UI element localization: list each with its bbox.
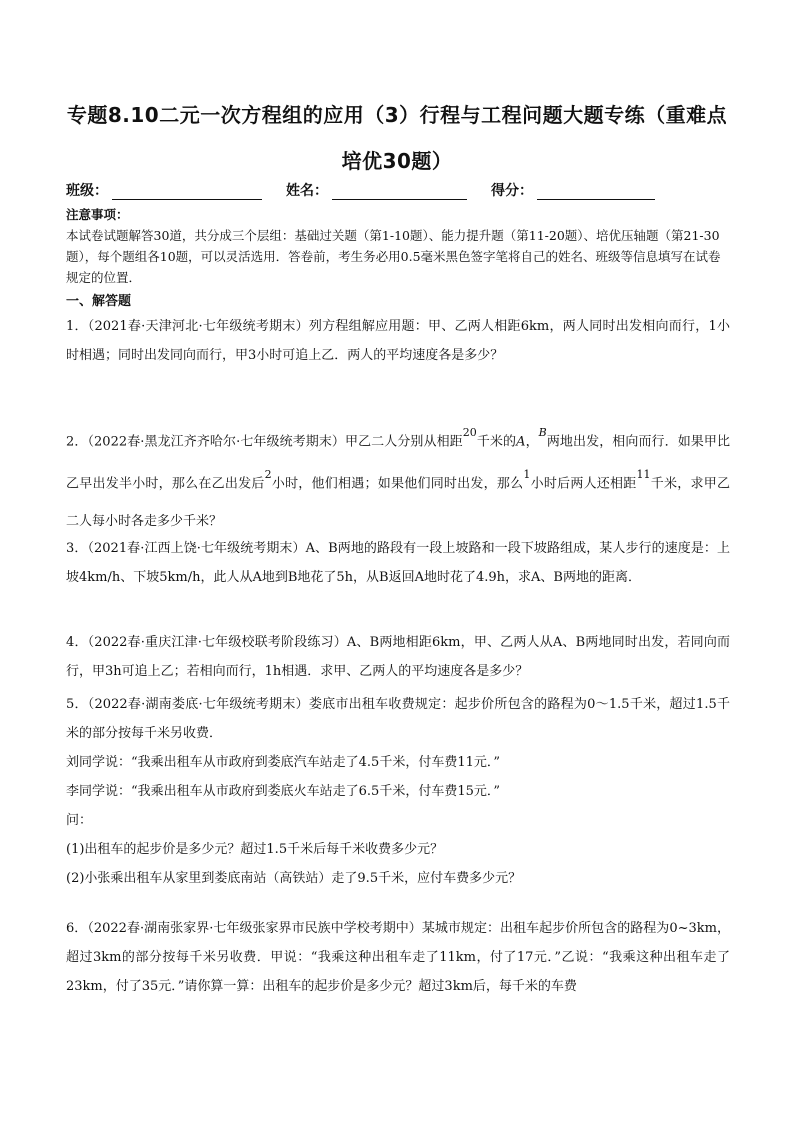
question-text: 某城市规定：出租车起步价所包含的路程为0~3km，超过3km的部分按每千米另收费．甲说：“我乘这种出租车走了11km，付了17元．”乙说：“我乘这种出租车走了23km，付了35元．”请你算一算：出租车的起步价是多少元？超过3km后，每千米的车费 [66,921,730,994]
question-source: （2022春·湖南张家界·七年级张家界市民族中学校考期中） [87,921,422,936]
name-blank[interactable] [332,185,467,200]
page-title [60,92,734,184]
question-text: 列方程组解应用题：甲、乙两人相距6km，两人同时出发相向而行，1小时相遇；同时出发同向而行，甲3小时可追上乙．两人的平均速度各是多少？ [66,319,730,363]
question-text: 两地出发，相向而行．如果甲比乙早出发半小时，那么在乙出发后 [66,434,730,492]
number-20: 20 [462,426,477,439]
question-number: 1． [66,319,88,334]
point-b: B [538,426,547,439]
student-liu-statement: 刘同学说：“我乘出租车从市政府到娄底汽车站走了4.5千米，付车费11元．” [66,755,501,770]
question-3 [66,534,730,592]
student-li-statement: 李同学说：“我乘出租车从市政府到娄底火车站走了6.5千米，付车费15元．” [66,784,501,799]
number-1: 1 [523,468,531,482]
name-field [286,180,467,200]
sub-question-1: (1)出租车的起步价是多少元？超过1.5千米后每千米收费多少元？ [66,842,444,857]
sub-question-2: (2)小张乘出租车从家里到娄底南站（高铁站）走了9.5千米，应付车费多少元？ [66,871,522,886]
score-blank[interactable] [537,185,655,200]
question-number: 5． [66,697,88,712]
question-number: 4． [66,635,88,650]
question-source: （2022春·湖南娄底·七年级统考期末） [87,697,309,712]
question-number: 2． [66,434,88,450]
question-text: 千米的 [476,434,517,450]
question-prompt: 问： [66,813,93,828]
question-text: A、B两地相距6km，甲、乙两人从A、B两地同时出发，若同向而行，甲3h可追上乙；若相向而行，1h相遇．求甲、乙两人的平均速度各是多少？ [66,635,730,679]
question-source: （2021春·天津河北·七年级统考期末） [87,319,309,334]
score-label: 得分： [491,183,533,199]
question-4 [66,628,730,686]
question-6 [66,914,730,1001]
section-heading: 一、解答题 [66,294,132,309]
class-blank[interactable] [112,185,262,200]
number-2: 2 [264,468,272,482]
instructions-heading: 注意事项： [66,207,129,222]
name-label: 姓名： [286,183,328,199]
instructions-body: 本试卷试题解答30道，共分成三个层组：基础过关题（第1-10题）、能力提升题（第11-20题）、培优压轴题（第21-30题），每个题组各10题，可以灵活选用．答卷前，考生务必用0.5毫米黑色签字笔将自己的姓名、班级等信息填写在试卷规定的位置． [66,228,721,285]
question-text: A、B两地的路段有一段上坡路和一段下坡路组成，某人步行的速度是：上坡4km/h、下坡5km/h，此人从A地到B地花了5h，从B返回A地时花了4.9h，求A、B两地的距离． [66,541,730,585]
instructions [66,204,730,288]
title-line-1: 专题8.10二元一次方程组的应用（3）行程与工程问题大题专练（重难点 [66,103,728,127]
question-text: 小时，他们相遇；如果他们同时出发，那么 [271,476,524,492]
class-label: 班级： [66,183,108,199]
number-11: 11 [636,468,651,482]
question-text: 千米，求甲乙二人每小时各走多少千米？ [66,476,730,529]
student-info-row [66,180,706,200]
title-line-2: 培优30题） [341,149,453,173]
question-text: 娄底市出租车收费规定：起步价所包含的路程为0～1.5千米，超过1.5千米的部分按每千米另收费． [66,697,730,741]
point-a: A [516,434,526,450]
question-number: 6． [66,921,88,936]
question-number: 3． [66,541,88,556]
question-5 [66,690,730,893]
class-field [66,180,262,200]
question-source: （2022春·重庆江津·七年级校联考阶段练习） [87,635,347,650]
question-source: （2021春·江西上饶·七年级统考期末） [87,541,306,556]
question-1 [66,312,730,370]
question-source: （2022春·黑龙江齐齐哈尔·七年级统考期末） [87,434,345,450]
score-field [491,180,655,200]
question-text: 甲乙二人分别从相距 [345,434,463,450]
question-2 [66,418,730,540]
question-text: ， [525,434,539,450]
question-text: 小时后两人还相距 [530,476,637,492]
